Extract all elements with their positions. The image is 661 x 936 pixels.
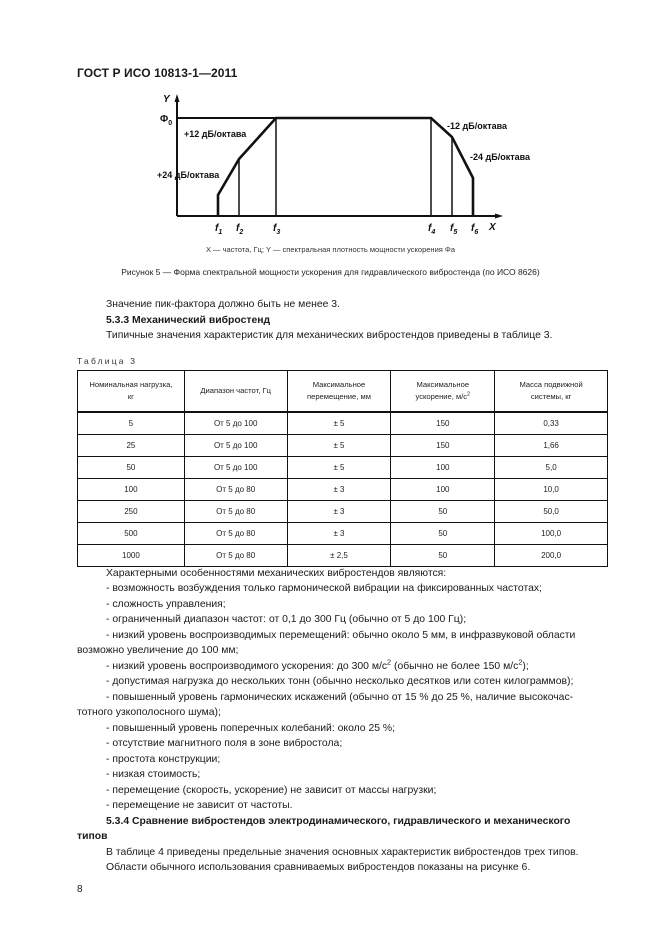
feature-item-continuation: возможно увеличение до 100 мм; <box>77 645 239 656</box>
table-cell: От 5 до 100 <box>184 412 287 435</box>
x-axis-arrow <box>495 214 503 219</box>
feature-item: - простота конструкции; <box>106 754 221 765</box>
table-row <box>78 435 608 457</box>
table-label: Таблица 3 <box>77 356 138 366</box>
slope-label-rise-low: +24 дБ/октава <box>157 170 220 180</box>
tick-f6: $f_6$ <box>471 223 479 236</box>
page-number: 8 <box>77 884 83 895</box>
paragraph-figure6-ref: Области обычного использования сравниваемых вибростендов показаны на рисунке 6. <box>106 862 531 873</box>
feature-item: - возможность возбуждения только гармонической вибрации на фиксированных частотах; <box>106 583 542 594</box>
section-heading-5-3-4-continuation: типов <box>77 831 108 842</box>
table-cell: 200,0 <box>495 545 608 567</box>
table-header-row <box>78 371 608 413</box>
header-nominal-load: Номинальная нагрузка, кг <box>78 371 185 413</box>
phi0-label: $\Phi_0$ <box>160 114 173 127</box>
feature-item: - допустимая нагрузка до нескольких тонн (обычно несколько десятков или сотен килограммов); <box>106 676 574 687</box>
table-cell: ± 3 <box>287 501 391 523</box>
psd-shape-figure <box>0 0 661 240</box>
table-cell: ± 5 <box>287 457 391 479</box>
figure-legend: X — частота, Гц; Y — спектральная плотность мощности ускорения Φa <box>205 245 456 254</box>
table-row <box>78 457 608 479</box>
feature-item: - повышенный уровень поперечных колебаний: около 25 %; <box>106 723 396 734</box>
table-cell: ± 3 <box>287 523 391 545</box>
tick-f1: $f_1$ <box>215 223 223 236</box>
table-cell: 250 <box>78 501 185 523</box>
table-cell: 10,0 <box>495 479 608 501</box>
paragraph-table4-ref: В таблице 4 приведены предельные значения основных характеристик вибростендов трех типов. <box>106 847 579 858</box>
table-cell: 100,0 <box>495 523 608 545</box>
table-cell: 100 <box>391 457 495 479</box>
table-cell: От 5 до 80 <box>184 479 287 501</box>
table-3 <box>77 370 608 567</box>
feature-item: - низкая стоимость; <box>106 769 201 780</box>
document-header: ГОСТ Р ИСО 10813-1—2011 <box>77 66 238 80</box>
header-max-acceleration: Максимальное ускорение, $м/с^2$ <box>391 371 495 413</box>
y-axis-label: Y <box>163 94 170 105</box>
table-cell: 500 <box>78 523 185 545</box>
section-heading-5-3-4: 5.3.4 Сравнение вибростендов электродинамического, гидравлического и механического <box>106 816 571 827</box>
header-max-displacement: Максимальное перемещение, мм <box>287 371 391 413</box>
feature-item: - сложность управления; <box>106 599 226 610</box>
slope-label-fall-high: -12 дБ/октава <box>447 121 508 131</box>
table-cell: 150 <box>391 435 495 457</box>
table-cell: 100 <box>78 479 185 501</box>
paragraph-peak-factor: Значение пик-фактора должно быть не менее 3. <box>106 299 340 310</box>
table-cell: От 5 до 100 <box>184 457 287 479</box>
table-cell: 5,0 <box>495 457 608 479</box>
figure-caption: Рисунок 5 — Форма спектральной мощности ускорения для гидравлического вибростенда (по ИСО 8626) <box>121 267 540 277</box>
tick-f3: $f_3$ <box>273 223 281 236</box>
feature-item-continuation: тотного узкополосного шума); <box>77 707 221 718</box>
table-cell: 50,0 <box>495 501 608 523</box>
table-cell: 100 <box>391 479 495 501</box>
feature-item: - ограниченный диапазон частот: от 0,1 до 300 Гц (обычно от 5 до 100 Гц); <box>106 614 467 625</box>
y-axis-arrow <box>175 94 180 102</box>
table-cell: 50 <box>391 501 495 523</box>
table-cell: От 5 до 80 <box>184 545 287 567</box>
paragraph-table-ref: Типичные значения характеристик для механических вибростендов приведены в таблице 3. <box>106 330 553 341</box>
table-cell: 0,33 <box>495 412 608 435</box>
header-frequency-range: Диапазон частот, Гц <box>184 371 287 413</box>
features-intro: Характерными особенностями механических вибростендов являются: <box>106 568 447 579</box>
x-axis-label: X <box>489 222 496 233</box>
table-cell: 1000 <box>78 545 185 567</box>
table-cell: ± 3 <box>287 479 391 501</box>
table-row <box>78 412 608 435</box>
feature-item: - перемещение не зависит от частоты. <box>106 800 293 811</box>
header-moving-mass: Масса подвижной системы, кг <box>495 371 608 413</box>
table-cell: ± 5 <box>287 435 391 457</box>
feature-item: - низкий уровень воспроизводимого ускорения: до 300 $м/с^2$ (обычно не более 150 $м/с^2$); <box>106 657 529 672</box>
tick-f4: $f_4$ <box>428 223 436 236</box>
table-cell: 50 <box>391 545 495 567</box>
feature-item: - повышенный уровень гармонических искажений (обычно от 15 % до 25 %, наличие высокочас- <box>106 692 574 703</box>
table-row <box>78 545 608 567</box>
table-row <box>78 501 608 523</box>
table-cell: 25 <box>78 435 185 457</box>
tick-f2: $f_2$ <box>236 223 244 236</box>
table-cell: ± 2,5 <box>287 545 391 567</box>
feature-item: - отсутствие магнитного поля в зоне вибростола; <box>106 738 343 749</box>
slope-label-fall-low: -24 дБ/октава <box>470 152 531 162</box>
feature-item: - перемещение (скорость, ускорение) не зависит от массы нагрузки; <box>106 785 437 796</box>
section-heading-5-3-3: 5.3.3 Механический вибростенд <box>106 315 271 326</box>
table-row <box>78 523 608 545</box>
table-cell: 5 <box>78 412 185 435</box>
table-cell: От 5 до 100 <box>184 435 287 457</box>
feature-item: - низкий уровень воспроизводимых перемещений: обычно около 5 мм, в инфразвуковой области <box>106 630 576 641</box>
spectrum-curve <box>218 118 473 216</box>
table-cell: 1,66 <box>495 435 608 457</box>
table-cell: 50 <box>78 457 185 479</box>
table-cell: 50 <box>391 523 495 545</box>
table-cell: ± 5 <box>287 412 391 435</box>
table-cell: От 5 до 80 <box>184 523 287 545</box>
tick-f5: $f_5$ <box>450 223 458 236</box>
table-cell: 150 <box>391 412 495 435</box>
table-cell: От 5 до 80 <box>184 501 287 523</box>
slope-label-rise-high: +12 дБ/октава <box>184 129 247 139</box>
table-row <box>78 479 608 501</box>
